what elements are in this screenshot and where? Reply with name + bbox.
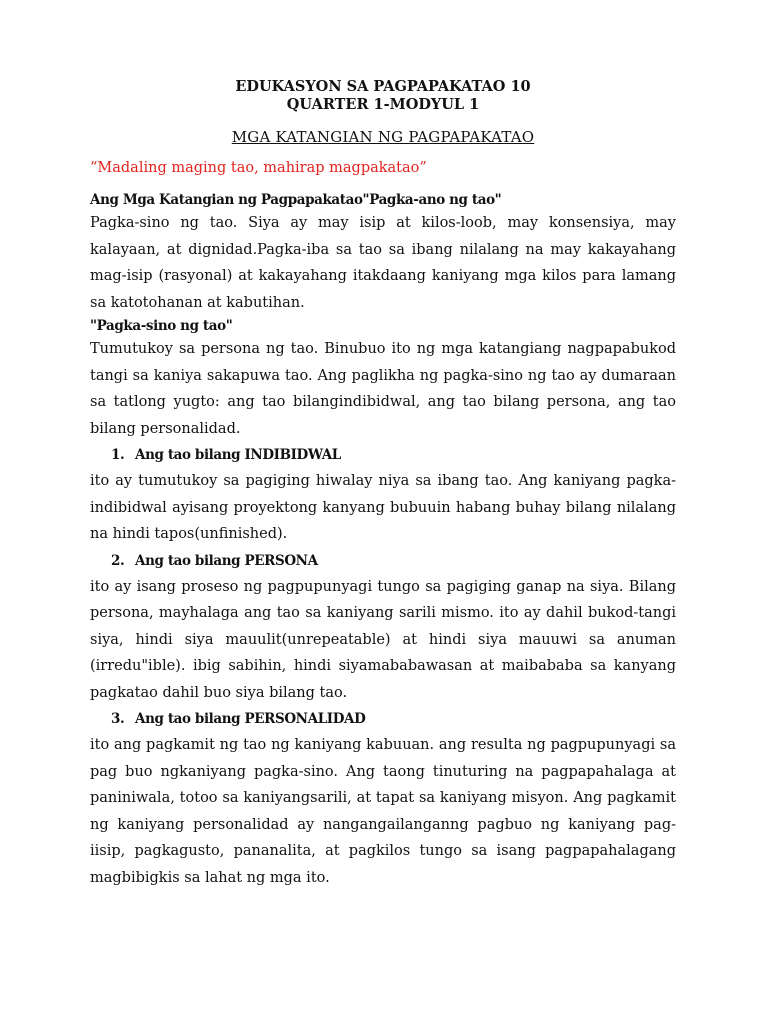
paragraph-personalidad: ito ang pagkamit ng tao ng kaniyang kabuuan. ang resulta ng pagpupunyagi sa pag buo ngkaniyang pagka-sino. Ang taong tinuturing na pagpapahalaga at paniniwala, totoo sa kaniyangsarili, at tapat sa kaniyang misyon. Ang pagkamit ng kaniyang personalidad ay nangangailanganng pagbuo ng kaniyang pag-iisip, pagkagusto, pananalita, at pagkilos tungo sa isang pagpapahalagang magbibigkis sa lahat ng mga ito. [90, 737, 676, 886]
document-page [90, 78, 676, 891]
paragraph-persona: Tumutukoy sa persona ng tao. Binubuo ito ng mga katangiang nagpapabukod tangi sa kaniya sakapuwa tao. Ang paglikha ng pagka-sino ng tao ay dumaraan sa tatlong yugto: ang tao bilangindibidwal, ang tao bilang persona, ang tao bilang personalidad. [90, 341, 676, 437]
list-item-heading-text: Ang tao bilang PERSONALIDAD [135, 711, 366, 727]
list-item-number: 3. [111, 711, 125, 727]
quote: “Madaling maging tao, mahirap magpakatao” [90, 160, 427, 176]
list-item-heading-text: Ang tao bilang PERSONA [135, 552, 318, 569]
list-item-heading [90, 548, 676, 574]
paragraph-indibidwal: ito ay tumutukoy sa pagiging hiwalay niya sa ibang tao. Ang kaniyang pagka-indibidwal ayisang proyektong kanyang bubuuin habang buhay bilang nilalang na hindi tapos(unfinished). [90, 473, 676, 542]
document-title-line1: EDUKASYON SA PAGPAPAKATAO 10 [235, 78, 531, 95]
list-item-number: 2. [111, 552, 125, 569]
paragraph-pagka-sino: Pagka-sino ng tao. Siya ay may isip at kilos-loob, may konsensiya, may kalayaan, at dignidad.Pagka-iba sa tao sa ibang nilalang na may kakayahang mag-isip (rasyonal) at kakayahang itakdaang kaniyang mga kilos para lamang sa katotohanan at kabutihan. [90, 215, 676, 311]
list-item-heading-text: Ang tao bilang INDIBIDWAL [135, 447, 341, 463]
list-item-heading [90, 442, 676, 468]
main-title: MGA KATANGIAN NG PAGPAPAKATAO [231, 128, 535, 146]
section-heading-katangian: Ang Mga Katangian ng Pagpapakatao"Pagka-ano ng tao" [90, 192, 502, 208]
paragraph-persona-item: ito ay isang proseso ng pagpupunyagi tungo sa pagiging ganap na siya. Bilang persona, mayhalaga ang tao sa kaniyang sarili mismo. ito ay dahil bukod-tangi siya, hindi siya mauulit(unrepeatable) at hindi siya mauuwi sa anuman (irredu"ible). ibig sabihin, hindi siyamababawasan at maibababa sa kanyang pagkatao dahil buo siya bilang tao. [90, 578, 676, 701]
document-title-line2: QUARTER 1-MODYUL 1 [286, 96, 480, 113]
list-item-number: 1. [111, 447, 125, 463]
list-item-heading [90, 706, 676, 732]
section-heading-pagka-sino: "Pagka-sino ng tao" [90, 318, 233, 334]
